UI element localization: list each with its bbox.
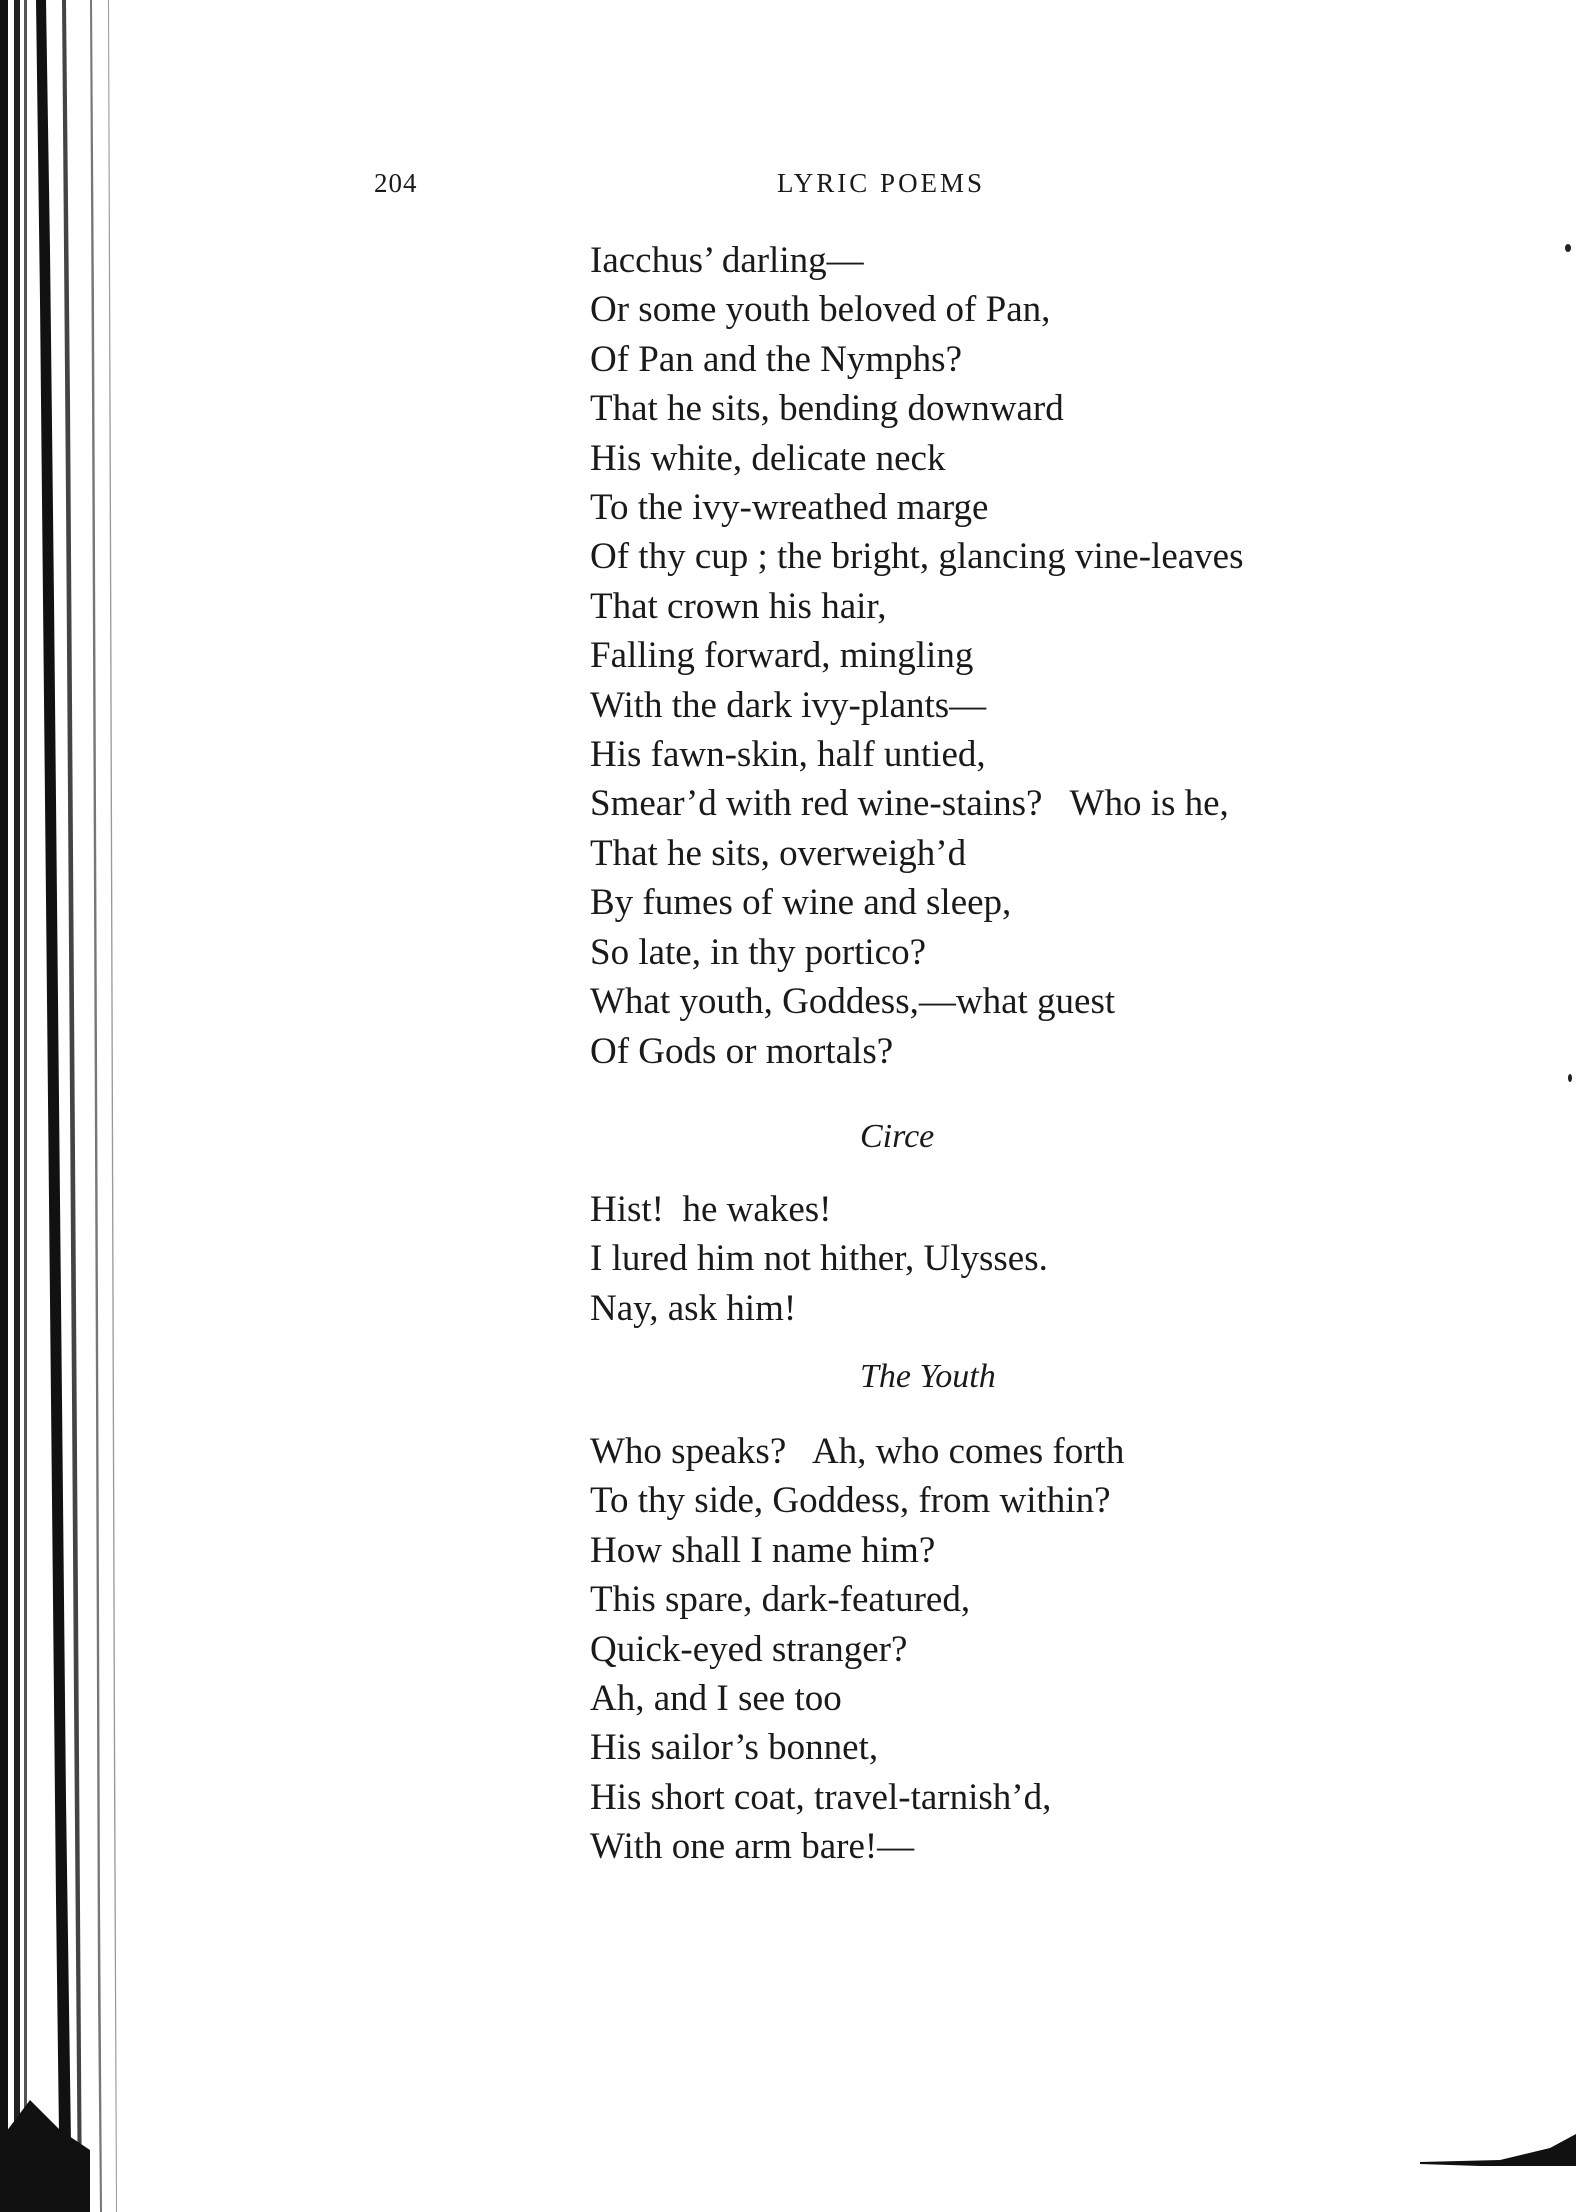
verse-line: Ah, and I see too (590, 1678, 842, 1720)
running-head: LYRIC POEMS (777, 168, 986, 198)
verse-line: With one arm bare!— (590, 1826, 915, 1868)
verse-line: I lured him not hither, Ulysses. (590, 1238, 1048, 1280)
verse-line: His sailor’s bonnet, (590, 1727, 879, 1769)
verse-line: That he sits, overweigh’d (590, 832, 967, 874)
page-number: 204 (374, 168, 418, 198)
verse-line: This spare, dark-featured, (590, 1579, 971, 1621)
scan-speck (1565, 244, 1571, 252)
verse-line: To thy side, Goddess, from within? (590, 1480, 1111, 1522)
verse-line: So late, in thy portico? (590, 931, 927, 973)
verse-line: Nay, ask him! (590, 1287, 797, 1329)
verse-line: His white, delicate neck (590, 437, 946, 479)
verse-stanza-3 (590, 1427, 1124, 1872)
verse-line: How shall I name him? (590, 1529, 936, 1571)
verse-line: His fawn-skin, half untied, (590, 734, 986, 776)
verse-stanza-2 (590, 1185, 1048, 1333)
verse-line: What youth, Goddess,—what guest (590, 981, 1116, 1023)
binding-gutter (0, 0, 130, 2212)
verse-line: Of Gods or mortals? (590, 1030, 894, 1072)
verse-line: Iacchus’ darling— (590, 240, 864, 281)
verse-line: Quick-eyed stranger? (590, 1628, 908, 1670)
verse-line: His short coat, travel-tarnish’d, (590, 1776, 1052, 1818)
verse-line: Hist! he wakes! (590, 1189, 832, 1230)
speaker-heading-youth: The Youth (860, 1358, 996, 1395)
speaker-heading-circe: Circe (860, 1118, 935, 1155)
verse-line: To the ivy-wreathed marge (590, 487, 989, 529)
scan-edge-mark (1420, 2130, 1576, 2170)
verse-line: By fumes of wine and sleep, (590, 882, 1012, 924)
scan-speck (1568, 1074, 1572, 1082)
verse-line: Smear’d with red wine-stains? Who is he, (590, 783, 1229, 825)
verse-line: With the dark ivy-plants— (590, 684, 987, 726)
verse-line: Of thy cup ; the bright, glancing vine-leaves (590, 536, 1244, 578)
verse-line: Of Pan and the Nymphs? (590, 338, 962, 380)
verse-line: Who speaks? Ah, who comes forth (590, 1431, 1125, 1472)
verse-line: That crown his hair, (590, 585, 887, 627)
verse-line: Falling forward, mingling (590, 635, 974, 677)
verse-stanza-1 (590, 236, 1243, 1076)
verse-line: That he sits, bending downward (590, 388, 1064, 430)
verse-line: Or some youth beloved of Pan, (590, 289, 1051, 331)
